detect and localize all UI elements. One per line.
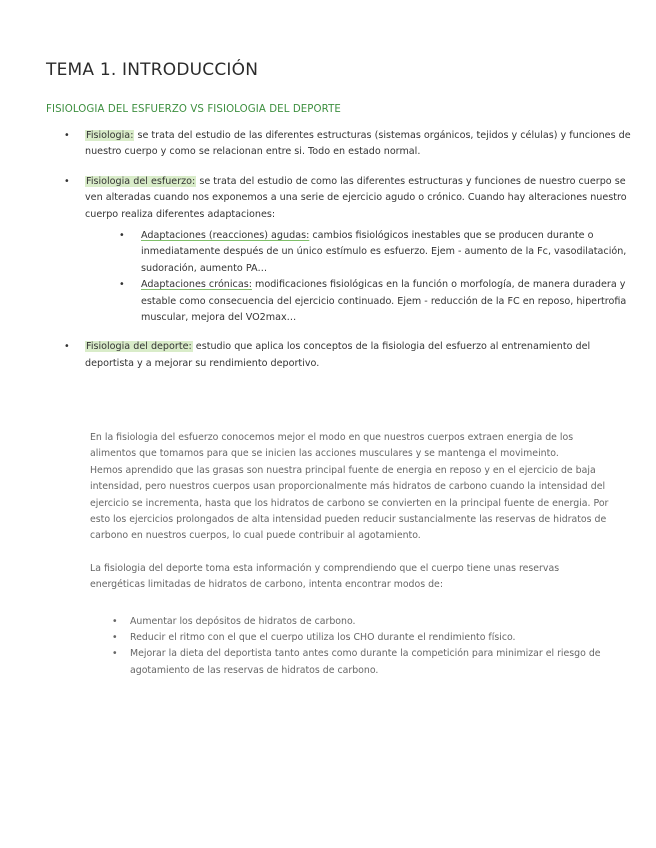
notes-list-item: • Aumentar los depósitos de hidratos de carbono.	[112, 614, 610, 630]
page-title: TEMA 1. INTRODUCCIÓN	[46, 60, 259, 80]
notes-list	[90, 614, 610, 680]
notes-paragraph-3: La fisiologia del deporte toma esta información y comprendiendo que el cuerpo tiene unas reservas energéticas limitadas de hidratos de carbono, intenta encontrar modos de:	[90, 562, 560, 591]
term-fisiologia: Fisiologia:	[86, 130, 134, 141]
notes-block	[90, 430, 610, 679]
definition-text: se trata del estudio de como las diferentes estructuras y funciones de nuestro cuerpo se ven alteradas cuando nos exponemos a una serie de ejercicio agudo o crónico. Cuando hay alteraciones nuestro cuerpo realiza diferentes adaptaciones:	[85, 175, 627, 220]
term-adaptaciones-agudas: Adaptaciones (reacciones) agudas:	[141, 230, 310, 242]
definition-text: modificaciones fisiológicas en la función o morfología, de manera duradera y estable como consecuencia del ejercicio continuado. Ejem - reducción de la FC en reposo, hipertrofia muscular, mejora del VO2max…	[141, 279, 627, 324]
adaptations-list	[85, 228, 634, 326]
term-fisiologia-esfuerzo: Fisiologia del esfuerzo:	[86, 175, 196, 187]
list-item-fisiologia-deporte	[64, 339, 634, 372]
definition-list	[64, 128, 634, 385]
section-heading: FISIOLOGIA DEL ESFUERZO VS FISIOLOGIA DEL DEPORTE	[46, 104, 341, 115]
term-fisiologia-deporte: Fisiologia del deporte:	[86, 341, 192, 353]
list-item-fisiologia-esfuerzo	[64, 174, 634, 327]
list-item-adaptaciones-cronicas	[119, 277, 634, 326]
definition-text: estudio que aplica los conceptos de la fisiologia del esfuerzo al entrenamiento del deportista y a mejorar su rendimiento deportivo.	[85, 341, 591, 369]
notes-list-item: • Reducir el ritmo con el que el cuerpo utiliza los CHO durante el rendimiento físico.	[112, 630, 610, 646]
notes-paragraph-2: Hemos aprendido que las grasas son nuestra principal fuente de energia en reposo y en el ejercicio de baja intensidad, pero nuestros cuerpos usan proporcionalmente más hidratos de carbono cuando la intensidad del ejercicio se incrementa, hasta que los hidratos de carbono se convierten en la principal fuente de energia. Por esto los ejercicios prolongados de alta intensidad pueden reducir sustancialmente las reservas de hidratos de carbono en nuestros cuerpos, lo cual puede contribuir al agotamiento.	[90, 464, 609, 542]
definition-text: se trata del estudio de las diferentes estructuras (sistemas orgánicos, tejidos y células) y funciones de nuestro cuerpo y como se relacionan entre si. Todo en estado normal.	[85, 130, 631, 158]
list-item-adaptaciones-agudas	[119, 228, 634, 277]
definition-text: cambios fisiológicos inestables que se producen durante o inmediatamente después de un único estímulo es esfuerzo. Ejem - aumento de la Fc, vasodilatación, sudoración, aumento PA…	[141, 230, 627, 274]
notes-paragraph-1: En la fisiologia del esfuerzo conocemos mejor el modo en que nuestros cuerpos extraen energia de los alimentos que tomamos para que se inicien las acciones musculares y se mantenga el movimeinto.	[90, 432, 574, 460]
term-adaptaciones-cronicas: Adaptaciones crónicas:	[141, 279, 252, 291]
notes-list-item: • Mejorar la dieta del deportista tanto antes como durante la competición para minimizar el riesgo de agotamiento de las reservas de hidratos de carbono.	[112, 646, 610, 679]
list-item-fisiologia	[64, 128, 634, 161]
